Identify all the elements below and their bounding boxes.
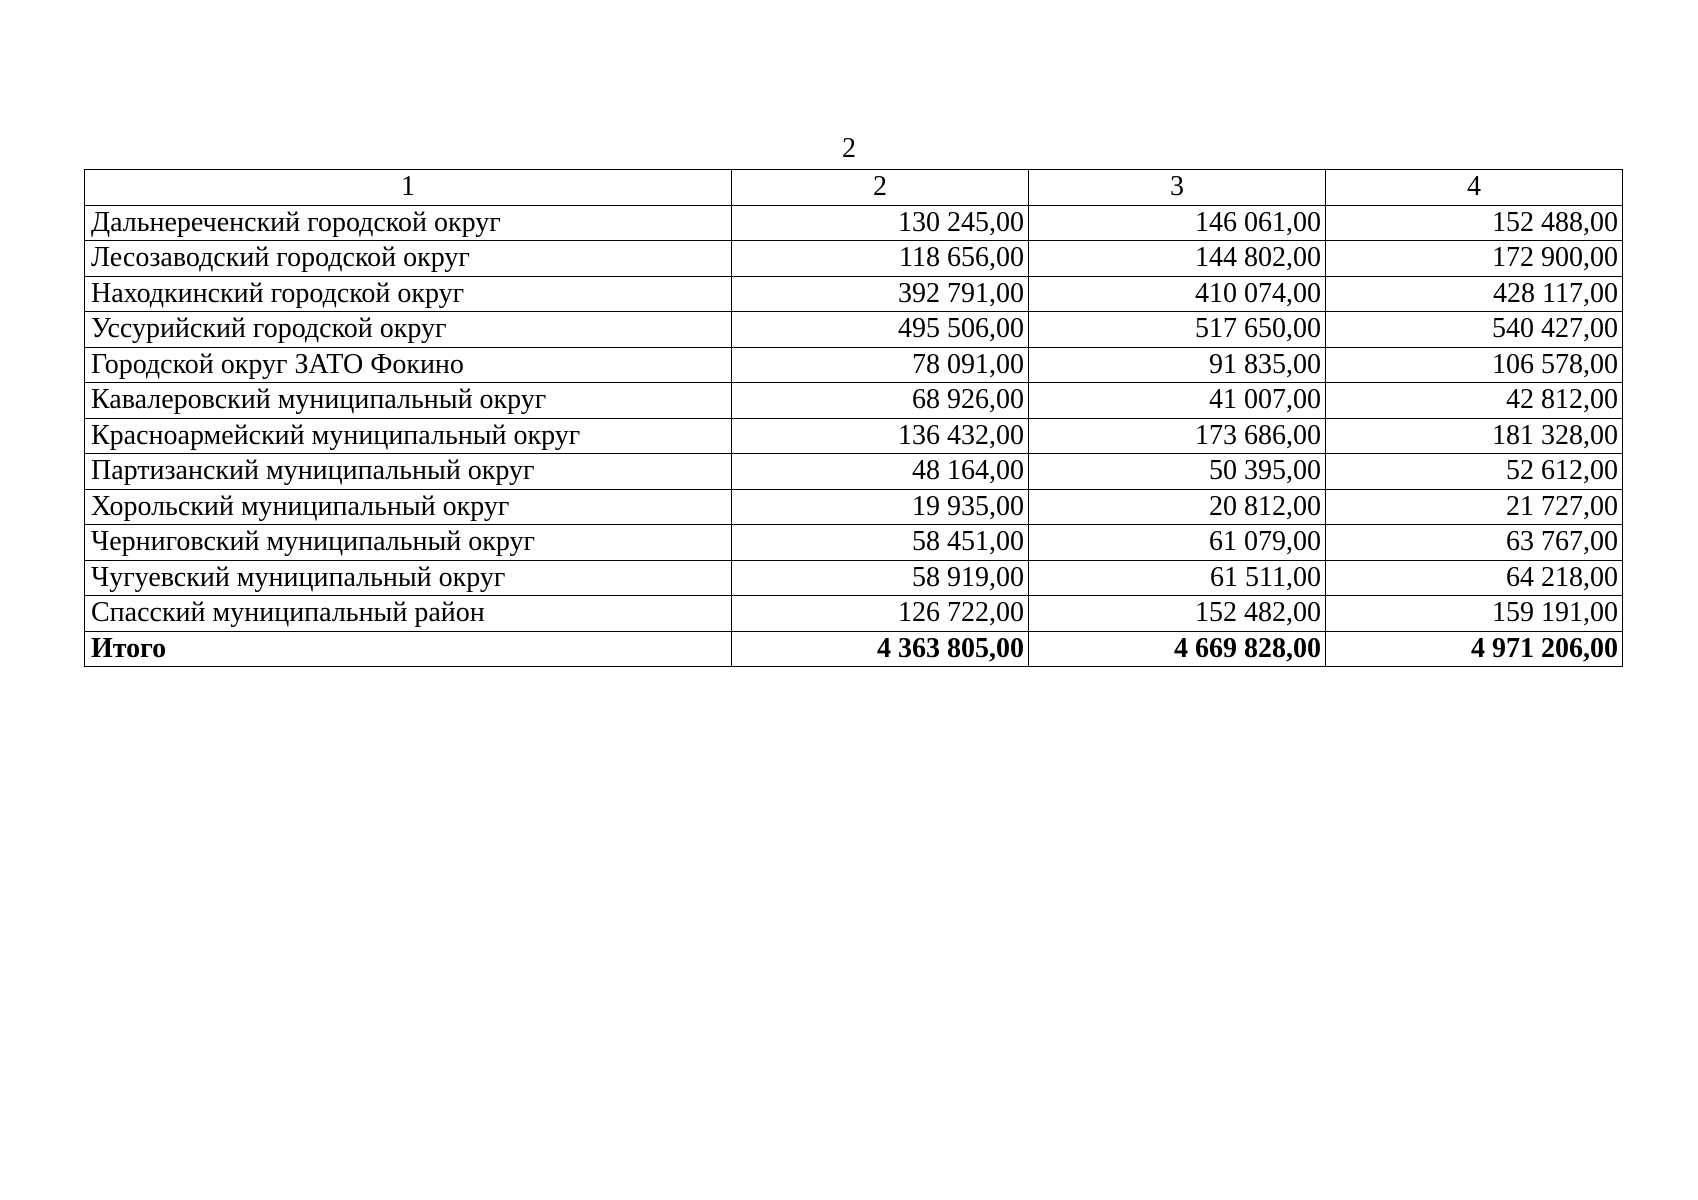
value-col-2: 136 432,00: [732, 418, 1029, 454]
value-col-4: 181 328,00: [1326, 418, 1623, 454]
table-row: [85, 241, 1623, 277]
table-row: [85, 383, 1623, 419]
value-col-2: 392 791,00: [732, 276, 1029, 312]
municipality-name: Спасский муниципальный район: [85, 596, 732, 632]
value-col-4: 428 117,00: [1326, 276, 1623, 312]
value-col-3: 20 812,00: [1029, 489, 1326, 525]
municipality-name: Кавалеровский муниципальный округ: [85, 383, 732, 419]
municipality-name: Уссурийский городской округ: [85, 312, 732, 348]
total-col-3: 4 669 828,00: [1029, 631, 1326, 667]
table-row: [85, 454, 1623, 490]
value-col-4: 64 218,00: [1326, 560, 1623, 596]
header-row: [85, 170, 1623, 206]
value-col-3: 410 074,00: [1029, 276, 1326, 312]
municipality-name: Партизанский муниципальный округ: [85, 454, 732, 490]
value-col-4: 106 578,00: [1326, 347, 1623, 383]
value-col-2: 78 091,00: [732, 347, 1029, 383]
table-row: [85, 347, 1623, 383]
municipality-name: Чугуевский муниципальный округ: [85, 560, 732, 596]
table-row: [85, 560, 1623, 596]
column-header-3: 3: [1029, 170, 1326, 206]
value-col-3: 152 482,00: [1029, 596, 1326, 632]
value-col-4: 152 488,00: [1326, 205, 1623, 241]
table-row: [85, 596, 1623, 632]
value-col-3: 517 650,00: [1029, 312, 1326, 348]
municipality-name: Красноармейский муниципальный округ: [85, 418, 732, 454]
data-table: [84, 169, 1623, 667]
column-header-4: 4: [1326, 170, 1623, 206]
value-col-3: 61 511,00: [1029, 560, 1326, 596]
value-col-2: 48 164,00: [732, 454, 1029, 490]
value-col-2: 118 656,00: [732, 241, 1029, 277]
value-col-4: 540 427,00: [1326, 312, 1623, 348]
table-row: [85, 525, 1623, 561]
total-row: [85, 631, 1623, 667]
table-row: [85, 276, 1623, 312]
value-col-3: 144 802,00: [1029, 241, 1326, 277]
value-col-3: 91 835,00: [1029, 347, 1326, 383]
column-header-2: 2: [732, 170, 1029, 206]
value-col-2: 130 245,00: [732, 205, 1029, 241]
value-col-2: 58 451,00: [732, 525, 1029, 561]
value-col-2: 495 506,00: [732, 312, 1029, 348]
value-col-4: 52 612,00: [1326, 454, 1623, 490]
table-row: [85, 489, 1623, 525]
value-col-4: 159 191,00: [1326, 596, 1623, 632]
value-col-3: 61 079,00: [1029, 525, 1326, 561]
page-number: 2: [842, 133, 856, 164]
value-col-2: 68 926,00: [732, 383, 1029, 419]
value-col-2: 58 919,00: [732, 560, 1029, 596]
total-col-4: 4 971 206,00: [1326, 631, 1623, 667]
value-col-2: 126 722,00: [732, 596, 1029, 632]
value-col-3: 146 061,00: [1029, 205, 1326, 241]
municipality-name: Черниговский муниципальный округ: [85, 525, 732, 561]
value-col-3: 41 007,00: [1029, 383, 1326, 419]
municipality-name: Находкинский городской округ: [85, 276, 732, 312]
municipality-name: Хорольский муниципальный округ: [85, 489, 732, 525]
table-row: [85, 205, 1623, 241]
municipality-name: Городской округ ЗАТО Фокино: [85, 347, 732, 383]
value-col-4: 21 727,00: [1326, 489, 1623, 525]
table-row: [85, 418, 1623, 454]
value-col-3: 173 686,00: [1029, 418, 1326, 454]
value-col-3: 50 395,00: [1029, 454, 1326, 490]
total-label: Итого: [85, 631, 732, 667]
value-col-2: 19 935,00: [732, 489, 1029, 525]
table-row: [85, 312, 1623, 348]
municipality-name: Лесозаводский городской округ: [85, 241, 732, 277]
column-header-1: 1: [85, 170, 732, 206]
total-col-2: 4 363 805,00: [732, 631, 1029, 667]
value-col-4: 42 812,00: [1326, 383, 1623, 419]
value-col-4: 172 900,00: [1326, 241, 1623, 277]
municipality-name: Дальнереченский городской округ: [85, 205, 732, 241]
value-col-4: 63 767,00: [1326, 525, 1623, 561]
